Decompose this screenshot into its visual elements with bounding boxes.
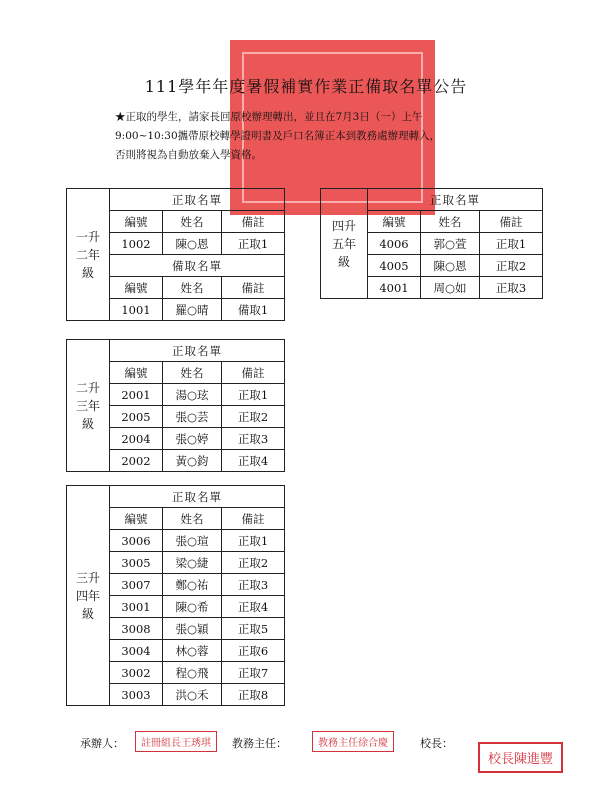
table-row: 3006 張○瑄 正取1 xyxy=(67,530,285,552)
principal-stamp: 校長陳進豐 xyxy=(478,742,563,773)
table-row: 2001 湯○玹 正取1 xyxy=(67,384,285,406)
col-header: 編號 xyxy=(110,277,163,299)
grade-label: 四升 五年 級 xyxy=(321,189,368,299)
col-header: 編號 xyxy=(110,508,163,530)
section-header: 正取名單 xyxy=(368,189,543,211)
notice-line: 9:00~10:30攜帶原校轉學證明書及戶口名簿正本到教務處辦理轉入， xyxy=(115,130,441,142)
table-row: 3001 陳○希 正取4 xyxy=(67,596,285,618)
grade-label: 二升 三年 級 xyxy=(67,340,110,472)
col-header: 姓名 xyxy=(163,211,222,233)
principal-label: 校長： xyxy=(420,737,453,750)
table-row: 3008 張○穎 正取5 xyxy=(67,618,285,640)
notice-line: 否則將視為自動放棄入學資格。 xyxy=(115,149,262,161)
section-header: 正取名單 xyxy=(110,189,285,211)
handler-label: 承辦人： xyxy=(80,737,124,750)
grade-label: 三升 四年 級 xyxy=(67,486,110,706)
section-header: 正取名單 xyxy=(110,340,285,362)
section-header: 備取名單 xyxy=(110,255,285,277)
table-row: 2005 張○芸 正取2 xyxy=(67,406,285,428)
col-header: 備註 xyxy=(222,211,285,233)
table-row: 2004 張○婷 正取3 xyxy=(67,428,285,450)
col-header: 姓名 xyxy=(421,211,480,233)
col-header: 備註 xyxy=(222,362,285,384)
director-label: 教務主任： xyxy=(232,737,287,750)
col-header: 姓名 xyxy=(163,362,222,384)
col-header: 備註 xyxy=(480,211,543,233)
director-stamp: 教務主任徐合慶 xyxy=(312,731,394,752)
table-row: 1002 陳○恩 正取1 xyxy=(67,233,285,255)
page-title: 111學年年度暑假補實作業正備取名單公告 xyxy=(144,77,468,96)
col-header: 編號 xyxy=(368,211,421,233)
table-row: 3002 程○飛 正取7 xyxy=(67,662,285,684)
table-row: 3004 林○蓉 正取6 xyxy=(67,640,285,662)
table-row: 3003 洪○禾 正取8 xyxy=(67,684,285,706)
section-header: 正取名單 xyxy=(110,486,285,508)
grade-label: 一升 二年 級 xyxy=(67,189,110,321)
col-header: 編號 xyxy=(110,362,163,384)
col-header: 編號 xyxy=(110,211,163,233)
table-grade1-to-2 xyxy=(66,188,285,321)
table-row: 4001 周○如 正取3 xyxy=(321,277,543,299)
table-row: 1001 羅○晴 備取1 xyxy=(67,299,285,321)
notice-text xyxy=(115,108,585,165)
notice-line: ★正取的學生，請家長回原校辦理轉出，並且在7月3日（一）上午 xyxy=(115,111,423,123)
col-header: 備註 xyxy=(222,508,285,530)
table-grade2-to-3 xyxy=(66,339,285,472)
table-grade3-to-4 xyxy=(66,485,285,706)
table-row: 4006 郭○萱 正取1 xyxy=(321,233,543,255)
col-header: 備註 xyxy=(222,277,285,299)
table-grade4-to-5 xyxy=(320,188,543,299)
table-row: 3007 鄭○祐 正取3 xyxy=(67,574,285,596)
table-row: 2002 黃○鈞 正取4 xyxy=(67,450,285,472)
col-header: 姓名 xyxy=(163,277,222,299)
handler-stamp: 註冊組長王琇琪 xyxy=(135,731,217,752)
table-row: 4005 陳○恩 正取2 xyxy=(321,255,543,277)
table-row: 3005 梁○緁 正取2 xyxy=(67,552,285,574)
col-header: 姓名 xyxy=(163,508,222,530)
